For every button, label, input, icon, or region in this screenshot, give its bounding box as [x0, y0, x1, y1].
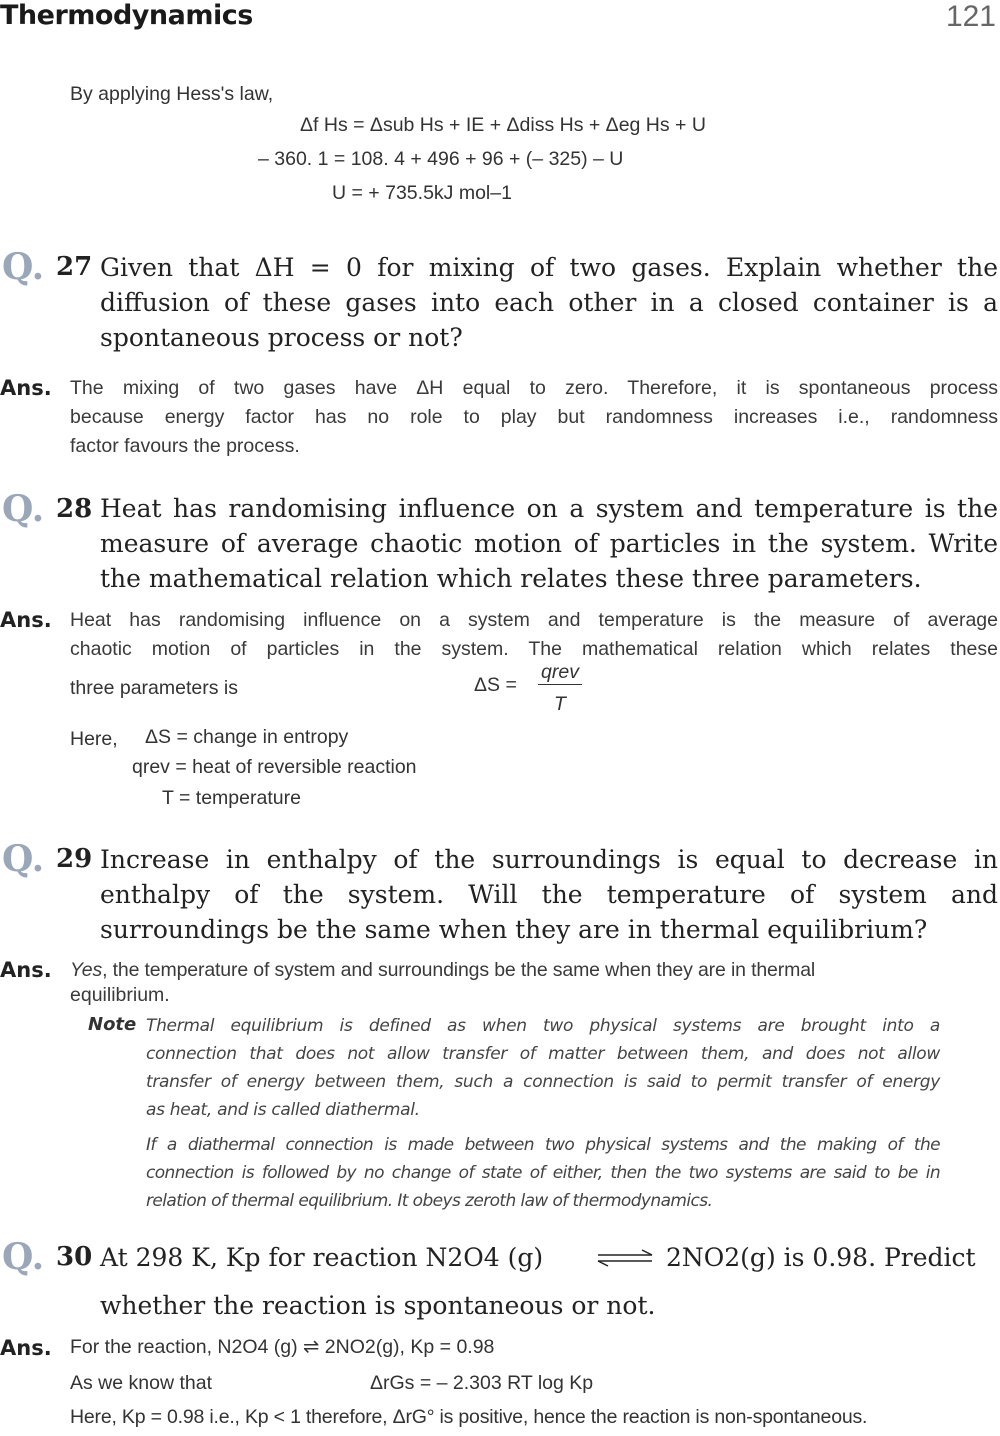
hess-substitution: – 360. 1 = 108. 4 + 496 + 96 + (– 325) – U — [258, 148, 624, 170]
entropy-formula-lhs: ΔS = — [474, 674, 517, 696]
definition-entropy: ΔS = change in entropy — [145, 726, 349, 748]
note-line: transfer of energy between them, such a connection is said to permit transfer of energy — [146, 1072, 940, 1092]
answer-30-line2-label: As we know that — [70, 1372, 212, 1394]
question-27-text — [100, 250, 998, 355]
question-line: diffusion of these gases into each other in a closed container is a — [100, 288, 998, 317]
question-line: Given that ΔH = 0 for mixing of two gases. Explain whether the — [100, 253, 998, 282]
answer-line: Heat has randomising influence on a system and temperature is the measure of average — [70, 609, 998, 631]
question-line: enthalpy of the system. Will the temperature of system and — [100, 880, 998, 909]
question-line: measure of average chaotic motion of particles in the system. Write — [100, 529, 998, 558]
answer-yes: Yes — [70, 959, 103, 981]
question-30-line1b: 2NO2(g) is 0.98. Predict — [666, 1243, 976, 1272]
here-label: Here, — [70, 728, 118, 750]
question-marker: Q. — [2, 488, 45, 530]
note-line: connection that does not allow transfer of matter between them, and does not allow — [146, 1044, 940, 1064]
question-number: 27 — [56, 252, 93, 282]
note-line: If a diathermal connection is made between two physical systems and the making of the — [146, 1135, 940, 1155]
question-29-text — [100, 842, 998, 947]
definition-temperature: T = temperature — [162, 787, 301, 809]
page-header-title: Thermodynamics — [0, 0, 253, 31]
answer-label: Ans. — [0, 1336, 52, 1360]
question-28-text — [100, 491, 998, 596]
answer-line: chaotic motion of particles in the system. The mathematical relation which relates these — [70, 638, 998, 660]
answer-label: Ans. — [0, 608, 52, 632]
answer-line: because energy factor has no role to play but randomness increases i.e., randomness — [70, 406, 998, 428]
question-number: 29 — [56, 844, 93, 874]
question-number: 28 — [56, 494, 93, 524]
hess-result: U = + 735.5kJ mol–1 — [332, 182, 512, 204]
question-line: Heat has randomising influence on a system and temperature is the — [100, 494, 998, 523]
answer-28-text — [70, 606, 998, 664]
answer-line-rest: , the temperature of system and surroundings be the same when they are in thermal — [102, 959, 816, 981]
answer-30-line1: For the reaction, N2O4 (g) ⇌ 2NO2(g), Kp = 0.98 — [70, 1336, 495, 1358]
question-marker: Q. — [2, 1236, 45, 1278]
note-line: as heat, and is called diathermal. — [146, 1100, 420, 1120]
note-paragraph-1 — [146, 1012, 940, 1124]
note-line: connection is followed by no change of state of either, then the two systems are said to be in — [146, 1163, 940, 1183]
answer-label: Ans. — [0, 376, 52, 400]
entropy-formula-numerator: qrev — [538, 660, 582, 685]
note-line: relation of thermal equilibrium. It obeys zeroth law of thermodynamics. — [146, 1191, 713, 1211]
gibbs-equation: ΔrGs = – 2.303 RT log Kp — [370, 1372, 594, 1394]
question-30-line2: whether the reaction is spontaneous or not. — [100, 1291, 656, 1320]
note-paragraph-2 — [146, 1131, 940, 1215]
answer-29-text — [70, 956, 998, 1010]
answer-30-line3: Here, Kp = 0.98 i.e., Kp < 1 therefore, ΔrG° is positive, hence the reaction is non-spontaneous. — [70, 1406, 868, 1428]
answer-label: Ans. — [0, 958, 52, 982]
question-line: Increase in enthalpy of the surroundings is equal to decrease in — [100, 845, 998, 874]
question-marker: Q. — [2, 838, 45, 880]
answer-27-text — [70, 374, 998, 461]
question-line: the mathematical relation which relates these three parameters. — [100, 564, 922, 593]
answer-line: factor favours the process. — [70, 435, 300, 457]
intro-text: By applying Hess's law, — [70, 83, 274, 105]
hess-equation: Δf Hs = Δsub Hs + IE + Δdiss Hs + Δeg Hs + U — [300, 114, 706, 136]
answer-line: The mixing of two gases have ΔH equal to zero. Therefore, it is spontaneous process — [70, 377, 998, 399]
note-line: Thermal equilibrium is defined as when two physical systems are brought into a — [146, 1016, 940, 1036]
answer-line: three parameters is — [70, 677, 238, 699]
answer-line: equilibrium. — [70, 984, 170, 1006]
note-label: Note — [88, 1014, 137, 1035]
question-number: 30 — [56, 1242, 93, 1272]
question-marker: Q. — [2, 246, 45, 288]
question-line: spontaneous process or not? — [100, 323, 463, 352]
equilibrium-arrow-icon — [596, 1248, 654, 1268]
question-30-line1a: At 298 K, Kp for reaction N2O4 (g) — [100, 1243, 544, 1272]
entropy-formula-denominator: T — [554, 693, 566, 715]
definition-heat: qrev = heat of reversible reaction — [132, 756, 417, 778]
page-number: 121 — [945, 0, 996, 33]
question-line: surroundings be the same when they are in thermal equilibrium? — [100, 915, 928, 944]
